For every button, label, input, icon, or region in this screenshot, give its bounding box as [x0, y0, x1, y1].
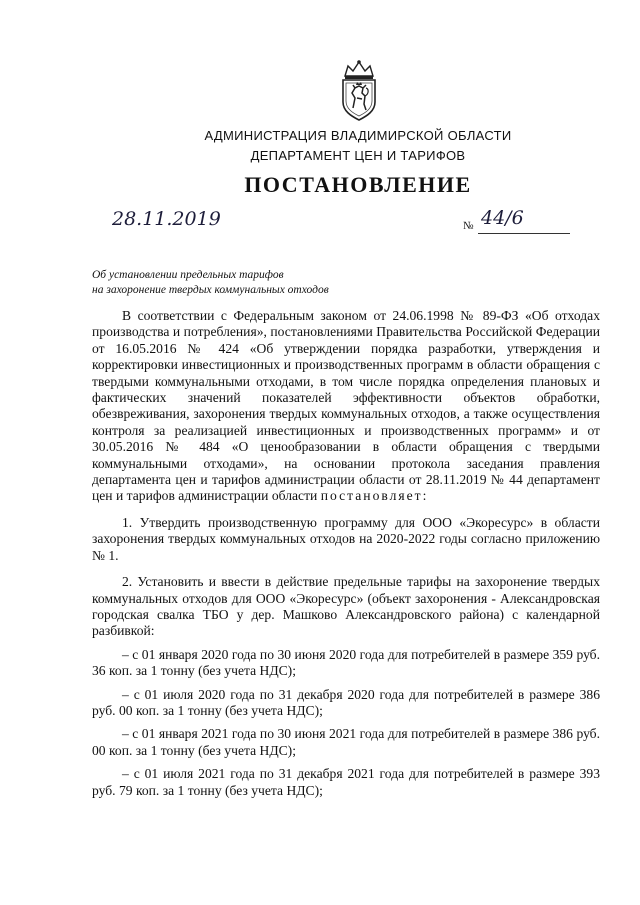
document-date: 28.11.2019 — [112, 208, 221, 230]
clause-1: 1. Утвердить производственную программу для ООО «Экоресурс» в области захоронения твердых коммунальных отходов на 2020-2022 годы согласно приложению № 1. — [92, 514, 600, 563]
document-number: 44/6 — [481, 207, 524, 229]
tariff-period-item: – с 01 января 2021 года по 30 июня 2021 года для потребителей в размере 386 руб. 00 коп. за 1 тонну (без учета НДС); — [92, 726, 600, 758]
subject-line: на захоронение твердых коммунальных отходов — [92, 284, 329, 296]
coat-of-arms-icon — [336, 58, 382, 122]
clause-2: 2. Установить и ввести в действие предельные тарифы на захоронение твердых коммунальных отходов для ООО «Экоресурс» (объект захоронения - Александровская городская свалка ТБО у дер. Машково Александровского района) с календарной разбивкой: — [92, 574, 600, 639]
number-label: № — [463, 220, 474, 232]
number-underline — [478, 233, 570, 234]
organization-name: АДМИНИСТРАЦИЯ ВЛАДИМИРСКОЙ ОБЛАСТИ — [204, 128, 512, 143]
document-body — [92, 308, 600, 799]
tariff-period-item: – с 01 июля 2021 года по 31 декабря 2021 года для потребителей в размере 393 руб. 79 коп. за 1 тонну (без учета НДС); — [92, 766, 600, 798]
document-subject — [92, 268, 329, 298]
subject-line: Об установлении предельных тарифов — [92, 269, 284, 281]
department-name: ДЕПАРТАМЕНТ ЦЕН И ТАРИФОВ — [250, 148, 466, 163]
document-type-title: ПОСТАНОВЛЕНИЕ — [244, 172, 472, 197]
preamble-text: В соответствии с Федеральным законом от 24.06.1998 № 89-ФЗ «Об отходах производства и потребления», постановлениями Правительства Российской Федерации от 16.05.2016 № 424 «Об утверждении порядка разработки, утверждения и корректировки инвестиционных и производственных программ в области обращения с твердыми коммунальными отходами, в том числе порядка определения плановых и фактических значений показателей эффективности объектов обработки, обезвреживания, захоронения твердых коммунальных отходов, а также осуществления контроля за реализацией инвестиционных и производственных программ» и от 30.05.2016 № 484 «О ценообразовании в области обращения с твердыми коммунальными отходами», на основании протокола заседания правления департамента цен и тарифов администрации области от 28.11.2019 № 44 департамент цен и тарифов администрации области — [92, 308, 600, 504]
tariff-period-item: – с 01 июля 2020 года по 31 декабря 2020 года для потребителей в размере 386 руб. 00 коп. за 1 тонну (без учета НДС); — [92, 686, 600, 718]
resolves-word: постановляет: — [320, 488, 429, 504]
preamble-paragraph — [92, 308, 600, 505]
tariff-period-item: – с 01 января 2020 года по 30 июня 2020 года для потребителей в размере 359 руб. 36 коп. за 1 тонну (без учета НДС); — [92, 646, 600, 679]
